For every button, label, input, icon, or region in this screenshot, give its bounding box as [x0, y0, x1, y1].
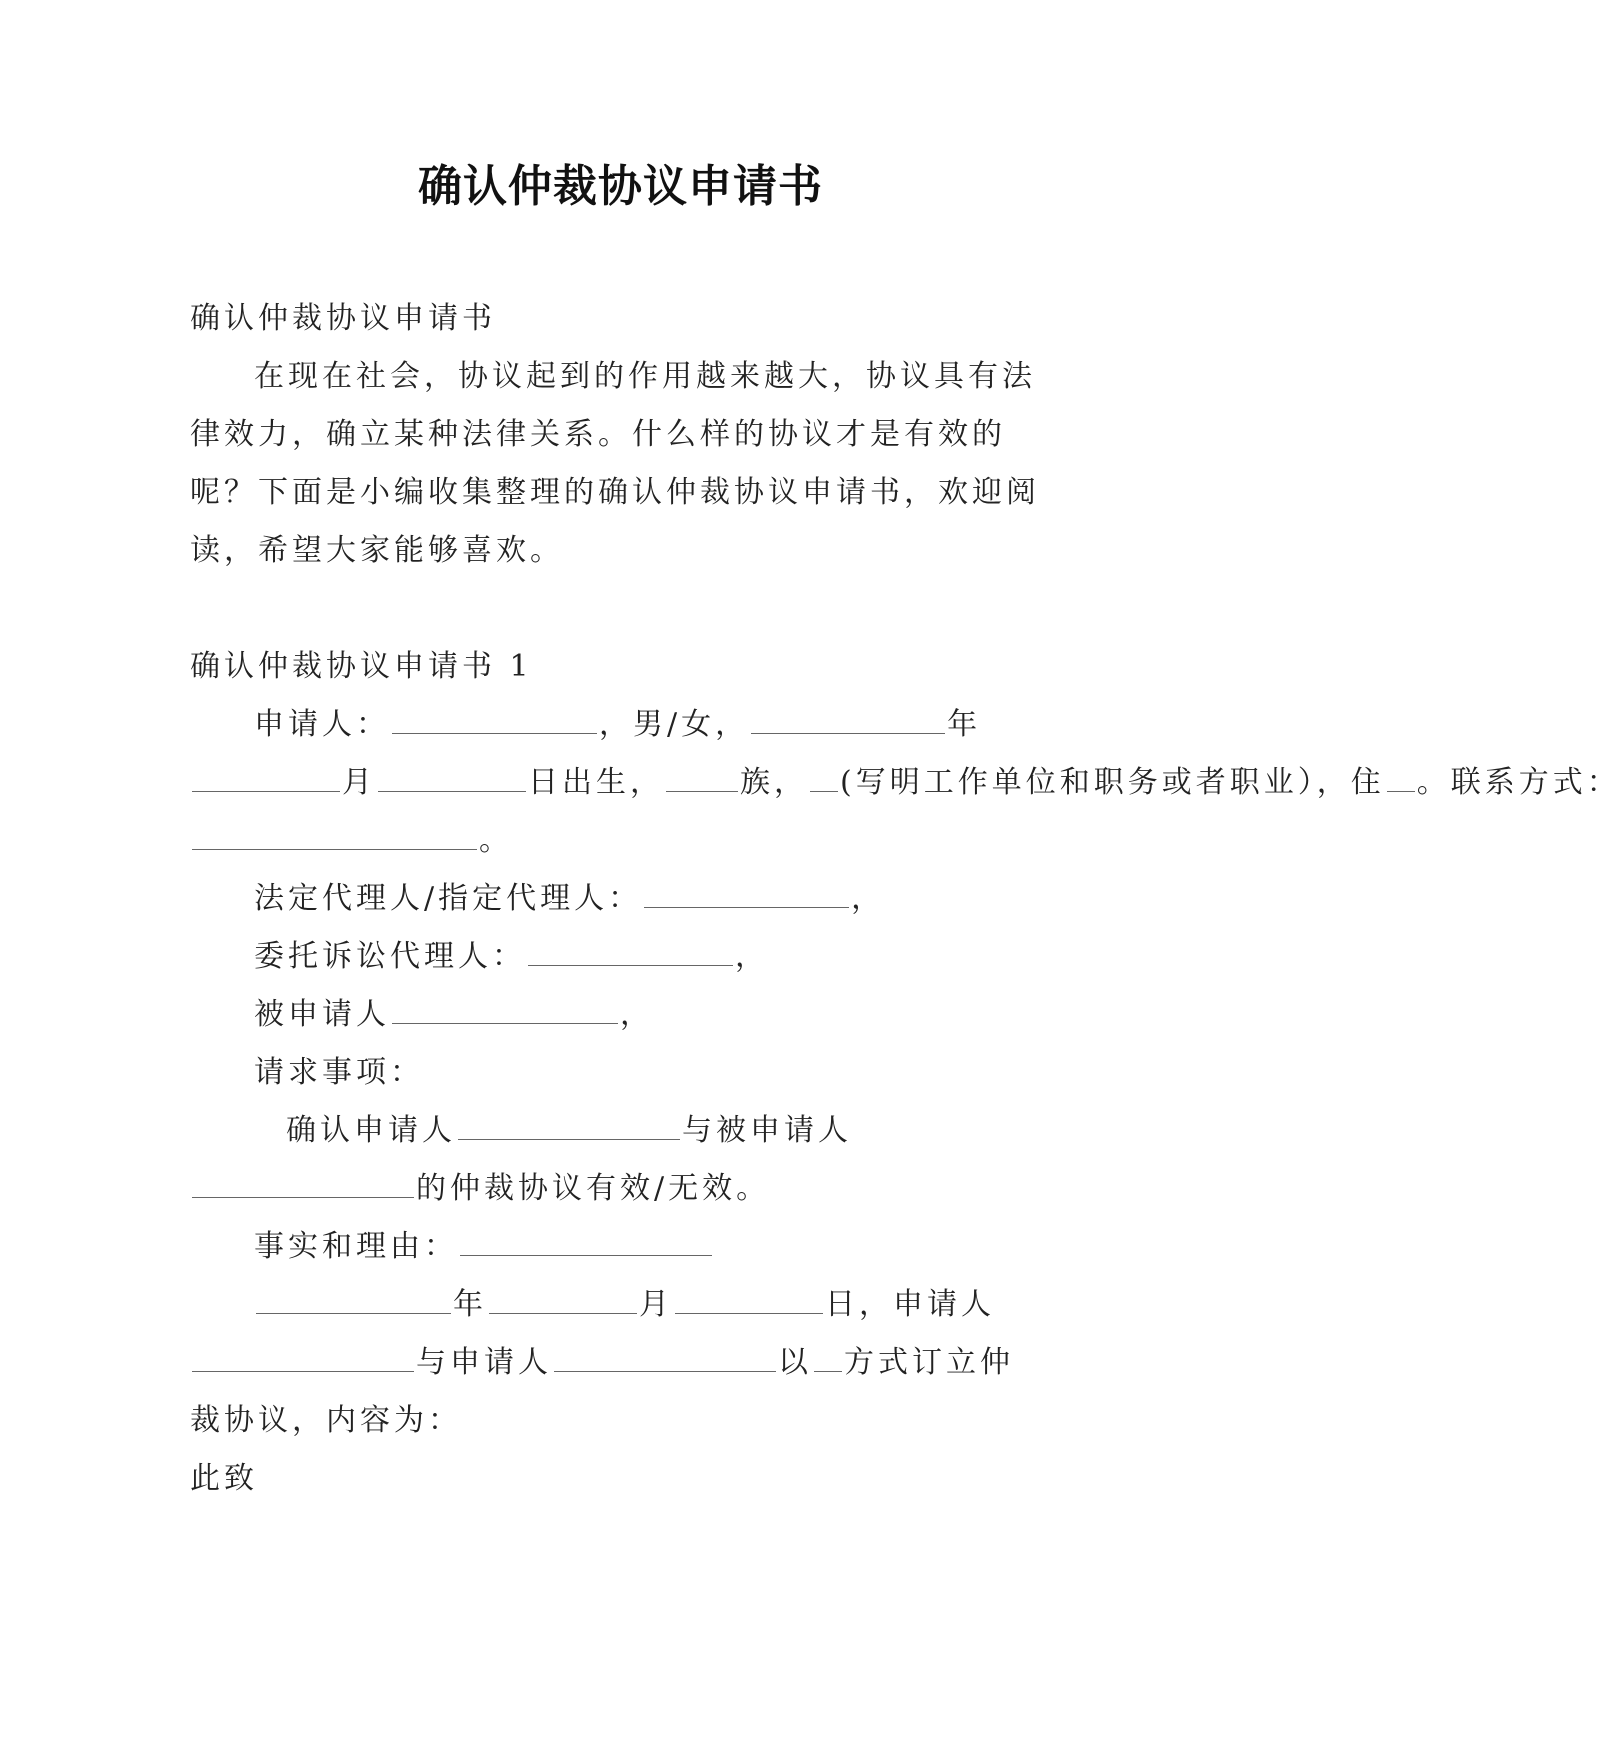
request-part-2: 与被申请人: [682, 1113, 852, 1148]
respondent-blank: [392, 1001, 618, 1024]
agreement-method-blank: [814, 1349, 842, 1372]
legal-agent-blank: [644, 885, 849, 908]
ethnic-blank: [666, 769, 738, 792]
agreement-with-label: 与申请人: [416, 1345, 552, 1380]
request-result-line: [190, 1160, 1052, 1218]
request-line: [190, 1102, 1052, 1160]
contact-blank: [192, 827, 477, 850]
residence-blank: [1387, 769, 1415, 792]
agreement-parties-line: [190, 1334, 1052, 1392]
legal-agent-line: [190, 870, 1052, 928]
agreement-counterparty-blank: [554, 1349, 776, 1372]
respondent-label: 被申请人: [254, 997, 390, 1032]
request-applicant-blank: [458, 1117, 680, 1140]
agreement-day-blank: [675, 1291, 823, 1314]
birth-month-blank: [192, 769, 340, 792]
entrusted-agent-label: 委托诉讼代理人：: [254, 939, 526, 974]
legal-agent-end: ，: [851, 881, 886, 916]
agreement-method-label: 方式订立仲: [844, 1345, 1014, 1380]
section-heading: 确认仲裁协议申请书: [190, 301, 496, 336]
birth-year-blank: [751, 711, 945, 734]
entrusted-agent-line: [190, 928, 1052, 986]
facts-line: [190, 1218, 1052, 1276]
birth-month-label: 月: [342, 765, 376, 800]
work-note: (写明工作单位和职务或者职业），住: [840, 765, 1385, 800]
page-title: 确认仲裁协议申请书: [418, 161, 823, 212]
birth-date-line: [190, 754, 1621, 812]
closing-text: 此致: [190, 1461, 258, 1496]
contact-label: 。联系方式：: [1416, 765, 1621, 800]
agreement-party-blank: [192, 1349, 414, 1372]
agreement-day-label: 日，申请人: [825, 1287, 995, 1322]
agreement-month-label: 月: [639, 1287, 673, 1322]
legal-agent-label: 法定代理人/指定代理人：: [254, 881, 643, 916]
section-gap: [190, 580, 1052, 638]
sample-heading: 确认仲裁协议申请书 1: [190, 649, 533, 684]
contact-end: 。: [479, 823, 513, 858]
facts-blank: [460, 1233, 712, 1256]
applicant-label: 申请人：: [254, 707, 390, 742]
document-body: [190, 290, 1621, 1508]
birth-year-label: 年: [947, 707, 982, 742]
applicant-name-blank: [392, 711, 597, 734]
contact-line: [190, 812, 1052, 870]
request-respondent-blank: [192, 1175, 414, 1198]
agreement-month-blank: [489, 1291, 637, 1314]
respondent-end: ，: [620, 997, 654, 1032]
agreement-year-label: 年: [453, 1287, 487, 1322]
entrusted-agent-end: ，: [735, 939, 769, 974]
work-blank: [810, 769, 838, 792]
agreement-by-label: 以: [778, 1345, 812, 1380]
agreement-year-blank: [256, 1291, 451, 1314]
applicant-line: [190, 696, 1052, 754]
birth-day-label: 日出生，: [528, 765, 664, 800]
intro-paragraph: 在现在社会，协议起到的作用越来越大，协议具有法律效力，确立某种法律关系。什么样的协议才是有效的呢？下面是小编收集整理的确认仲裁协议申请书，欢迎阅读，希望大家能够喜欢。: [190, 359, 1040, 568]
applicant-gender: ，男/女，: [599, 707, 750, 742]
request-part-3: 的仲裁协议有效/无效。: [416, 1171, 771, 1206]
request-part-1: 确认申请人: [286, 1113, 456, 1148]
agreement-date-line: [190, 1276, 1052, 1334]
ethnic-label: 族，: [740, 765, 808, 800]
agreement-content-line: 裁协议，内容为：: [190, 1403, 462, 1438]
entrusted-agent-blank: [528, 943, 733, 966]
facts-label: 事实和理由：: [254, 1229, 458, 1264]
birth-day-blank: [378, 769, 526, 792]
request-heading: 请求事项：: [254, 1055, 424, 1090]
respondent-line: [190, 986, 1052, 1044]
